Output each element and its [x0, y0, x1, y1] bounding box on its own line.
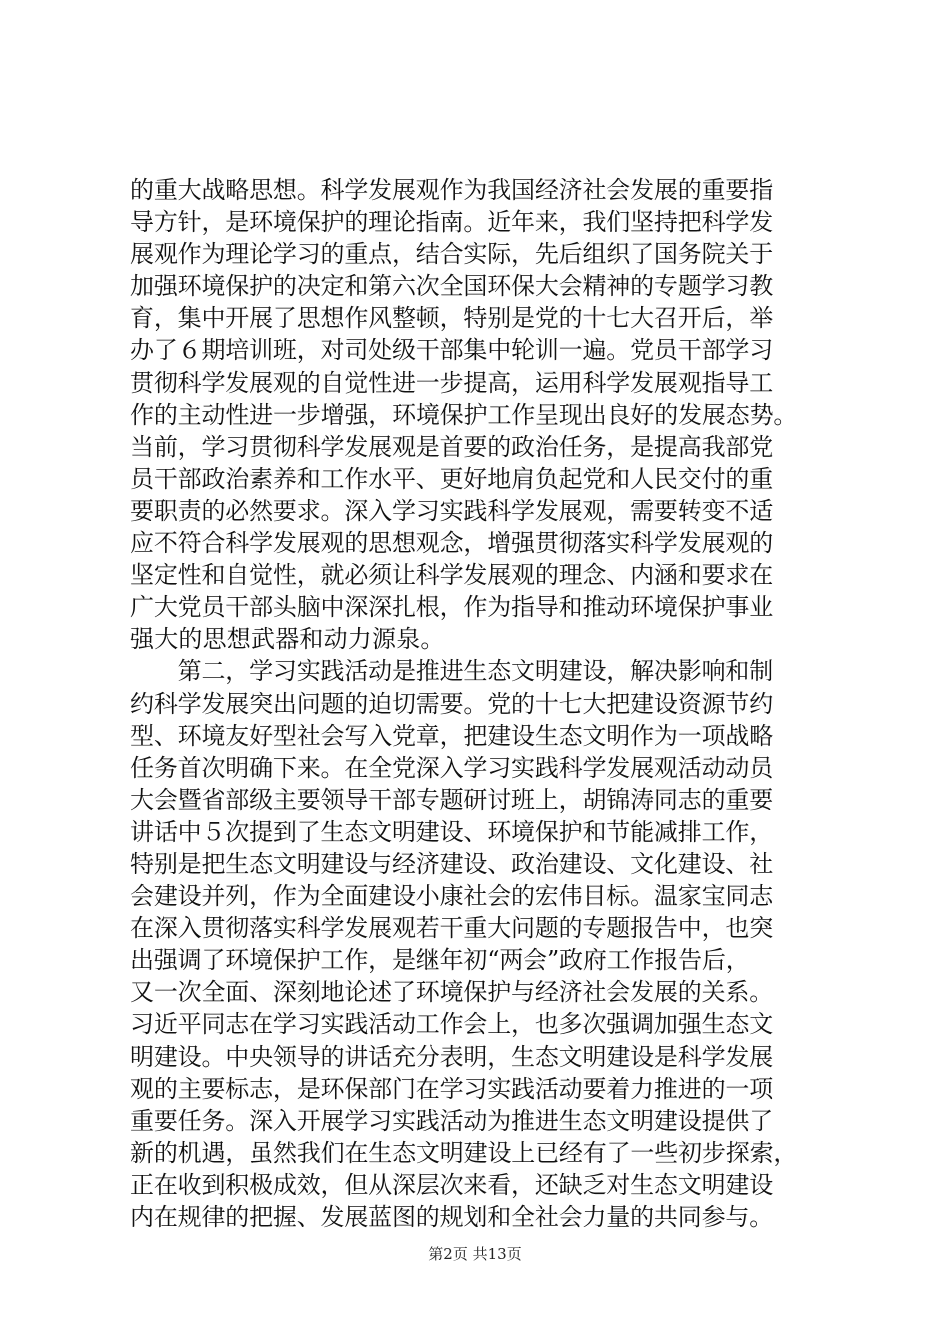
- text-line: 展观作为理论学习的重点，结合实际，先后组织了国务院关于: [130, 240, 774, 269]
- text-line: 坚定性和自觉性，就必须让科学发展观的理念、内涵和要求在: [130, 561, 774, 590]
- text-line: 强大的思想武器和动力源泉。: [130, 625, 445, 654]
- text-line: 在深入贯彻落实科学发展观若干重大问题的专题报告中，也突: [130, 914, 774, 943]
- text-line: 第二，学习实践活动是推进生态文明建设，解决影响和制: [130, 657, 774, 686]
- text-line: 导方针，是环境保护的理论指南。近年来，我们坚持把科学发: [130, 208, 774, 237]
- text-line: 又一次全面、深刻地论述了环境保护与经济社会发展的关系。: [130, 978, 774, 1007]
- text-line: 员干部政治素养和工作水平、更好地肩负起党和人民交付的重: [130, 464, 774, 493]
- text-line: 贯彻科学发展观的自觉性进一步提高，运用科学发展观指导工: [130, 368, 774, 397]
- text-line: 要职责的必然要求。深入学习实践科学发展观，需要转变不适: [130, 496, 774, 525]
- body-text: [130, 174, 830, 1233]
- text-line: 重要任务。深入开展学习实践活动为推进生态文明建设提供了: [130, 1106, 774, 1135]
- text-line: 会建设并列，作为全面建设小康社会的宏伟目标。温家宝同志: [130, 882, 774, 911]
- text-line: 广大党员干部头脑中深深扎根，作为指导和推动环境保护事业: [130, 593, 774, 622]
- text-line: 办了６期培训班，对司处级干部集中轮训一遍。党员干部学习: [130, 336, 774, 365]
- text-line: 明建设。中央领导的讲话充分表明，生态文明建设是科学发展: [130, 1042, 774, 1071]
- text-line: 作的主动性进一步增强，环境保护工作呈现出良好的发展态势。: [130, 400, 798, 429]
- text-line: 观的主要标志，是环保部门在学习实践活动要着力推进的一项: [130, 1074, 774, 1103]
- text-line: 型、环境友好型社会写入党章，把建设生态文明作为一项战略: [130, 721, 774, 750]
- page-number-footer: 第2页 共13页: [428, 1245, 522, 1263]
- text-line: 出强调了环境保护工作，是继年初“两会”政府工作报告后，: [130, 946, 750, 975]
- text-line: 当前，学习贯彻科学发展观是首要的政治任务，是提高我部党: [130, 432, 774, 461]
- text-line: 特别是把生态文明建设与经济建设、政治建设、文化建设、社: [130, 849, 774, 878]
- text-line: 应不符合科学发展观的思想观念，增强贯彻落实科学发展观的: [130, 529, 774, 558]
- text-line: 育，集中开展了思想作风整顿，特别是党的十七大召开后，举: [130, 304, 774, 333]
- text-line: 任务首次明确下来。在全党深入学习实践科学发展观活动动员: [130, 753, 774, 782]
- text-line: 约科学发展突出问题的迫切需要。党的十七大把建设资源节约: [130, 689, 774, 718]
- text-line: 大会暨省部级主要领导干部专题研讨班上，胡锦涛同志的重要: [130, 785, 774, 814]
- text-line: 正在收到积极成效，但从深层次来看，还缺乏对生态文明建设: [130, 1170, 774, 1199]
- text-line: 讲话中５次提到了生态文明建设、环境保护和节能减排工作，: [130, 817, 774, 846]
- text-line: 内在规律的把握、发展蓝图的规划和全社会力量的共同参与。: [130, 1203, 774, 1231]
- text-line: 的重大战略思想。科学发展观作为我国经济社会发展的重要指: [130, 176, 774, 204]
- text-line: 加强环境保护的决定和第六次全国环保大会精神的专题学习教: [130, 272, 774, 301]
- text-line: 习近平同志在学习实践活动工作会上，也多次强调加强生态文: [130, 1010, 774, 1039]
- text-line: 新的机遇，虽然我们在生态文明建设上已经有了一些初步探索，: [130, 1138, 798, 1167]
